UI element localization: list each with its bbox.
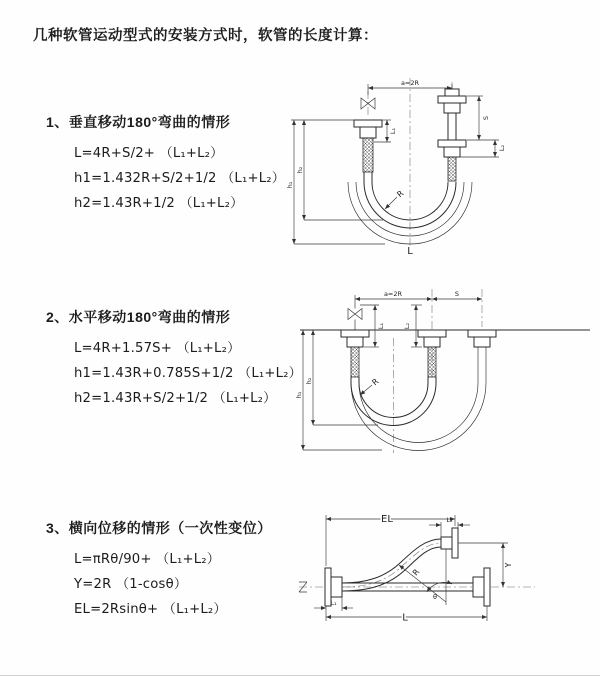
- formula-line: Y=2R （1-cosθ）: [74, 577, 188, 592]
- section-vertical-movement: [46, 110, 285, 216]
- centerlines: [368, 78, 452, 250]
- dim-label-r: R: [410, 567, 422, 578]
- dim-label-h2: h₂: [296, 166, 304, 174]
- section-1-heading: 1、垂直移动180°弯曲的情形: [46, 114, 231, 130]
- dim-label-y: Y: [504, 562, 513, 568]
- dim-label-l-total: L: [402, 612, 408, 624]
- dim-label-r: R: [370, 376, 381, 388]
- dim-label-l-total: L: [407, 246, 413, 257]
- dimension-el: [326, 514, 455, 566]
- dim-label-h1: h₁: [295, 391, 303, 399]
- braided-hose-section: [428, 347, 436, 377]
- radius-leader: [360, 377, 381, 395]
- dim-label-h2: h₂: [305, 377, 313, 385]
- dim-label-s: S: [454, 290, 460, 298]
- dimension-l1: [314, 597, 353, 611]
- dim-label-l2: L₂: [403, 322, 411, 330]
- section-3-heading: 3、横向位移的情形（一次性变位）: [46, 520, 272, 536]
- section-2-heading: 2、水平移动180°弯曲的情形: [46, 309, 231, 325]
- dimension-l2: [403, 305, 422, 347]
- formula-line: h2=1.43R+1/2 （L₁+L₂）: [74, 196, 244, 211]
- formula-line: L=4R+1.57S+ （L₁+L₂）: [74, 341, 241, 356]
- valve-icon: [348, 309, 362, 320]
- braided-hose-section: [363, 138, 373, 172]
- diagram-lateral-displacement: [295, 505, 595, 665]
- dim-label-r: R: [395, 188, 406, 200]
- dim-label-l2: L₂: [446, 516, 453, 524]
- upper-flange-displaced: [441, 528, 458, 558]
- braided-hose-section: [448, 157, 456, 181]
- radius-leader: [385, 189, 406, 209]
- right-flange-lower: [473, 568, 490, 606]
- dimension-s: [467, 96, 499, 140]
- angle-construction: [399, 549, 452, 605]
- dim-label-a2r: a=2R: [400, 79, 420, 87]
- right-pipe-fitting-moved: [468, 330, 496, 383]
- braided-hose-section: [351, 347, 359, 377]
- u-bend-hoses: [351, 383, 486, 451]
- formula-line: EL=2Rsinθ+ （L₁+L₂）: [74, 602, 227, 617]
- dim-label-el: EL: [381, 514, 393, 525]
- page-title: 几种软管运动型式的安装方式时，软管的长度计算：: [33, 28, 378, 44]
- dimension-l1: [360, 305, 385, 347]
- formula-line: h1=1.432R+S/2+1/2 （L₁+L₂）: [74, 171, 286, 186]
- dim-label-h1: h₁: [286, 181, 294, 189]
- dimension-h1-h2: [295, 330, 382, 450]
- valve-assembly: [348, 303, 362, 330]
- dim-label-s: S: [482, 115, 490, 121]
- dim-label-l1: L₁: [330, 599, 337, 607]
- diagram-vertical-180-bend: [285, 70, 595, 255]
- dim-label-l2: L₂: [498, 144, 506, 152]
- formula-line: h2=1.43R+S/2+1/2 （L₁+L₂）: [74, 391, 277, 406]
- dim-label-l1: L₁: [389, 127, 397, 135]
- dim-label-theta: θ: [433, 593, 437, 601]
- dim-label-a2r: a=2R: [383, 290, 403, 298]
- formula-line: L=4R+S/2+ （L₁+L₂）: [74, 146, 224, 161]
- section-lateral-displacement: [46, 516, 272, 622]
- dimension-a2r: [368, 79, 452, 95]
- dimension-a2r-s: [355, 290, 482, 303]
- left-pipe-fitting: [354, 120, 382, 182]
- dim-label-l1: L₁: [377, 322, 385, 330]
- left-pipe-fitting: [341, 330, 369, 383]
- section-horizontal-movement: [46, 305, 302, 411]
- middle-pipe-fitting: [418, 330, 446, 383]
- dimension-l: [326, 606, 487, 624]
- formula-line: L=πRθ/90+ （L₁+L₂）: [74, 552, 221, 567]
- diagram-horizontal-180-bend: [290, 283, 600, 458]
- formula-line: h1=1.43R+0.785S+1/2 （L₁+L₂）: [74, 366, 303, 381]
- right-pipe-fitting: [438, 89, 466, 181]
